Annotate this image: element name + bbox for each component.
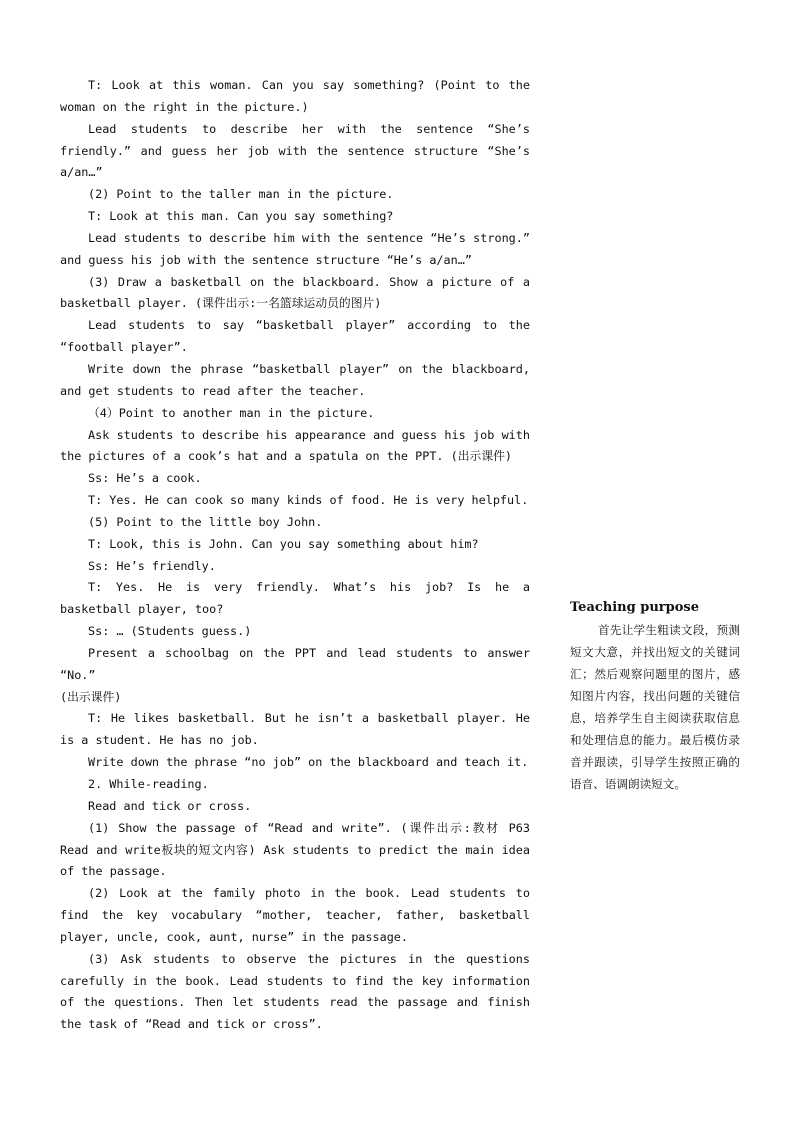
paragraph: Write down the phrase “basketball player” on the blackboard, and get students to read after the teacher. <box>60 361 530 398</box>
teaching-purpose-text: 首先让学生粗读文段，预测短文大意，并找出短文的关键词汇；然后观察问题里的图片，感知图片内容，找出问题的关键信息，培养学生自主阅读获取信息和处理信息的能力。最后模仿录音并跟读，引导学生按照正确的语音、语调朗读短文。 <box>570 623 740 791</box>
paragraph: Write down the phrase “no job” on the blackboard and teach it. <box>88 755 529 770</box>
paragraph: (出示课件) <box>60 689 122 704</box>
paragraph: T: Look at this man. Can you say something? <box>88 209 394 224</box>
paragraph: 2. While-reading. <box>88 777 209 791</box>
paragraph: Read and tick or cross. <box>88 798 252 813</box>
paragraph: Lead students to say “basketball player” according to the “football player”. <box>60 318 530 355</box>
paragraph: Lead students to describe him with the sentence “He’s strong.” and guess his job with the sentence structure “He’s a/an…” <box>60 230 530 267</box>
paragraph: Ss: He’s a cook. <box>88 471 202 486</box>
paragraph: Lead students to describe her with the sentence “She’s friendly.” and guess her job with the sentence structure “She’s a/an…” <box>60 121 530 180</box>
paragraph: (2) Point to the taller man in the picture. <box>88 187 394 202</box>
paragraph: T: Yes. He can cook so many kinds of food. He is very helpful. <box>88 493 529 508</box>
paragraph: Ss: He’s friendly. <box>88 558 216 573</box>
paragraph: (1) Show the passage of “Read and write”. (课件出示:教材 P63 Read and write板块的短文内容) Ask students to predict the main idea of the passage. <box>60 820 530 879</box>
paragraph: T: Look at this woman. Can you say something? (Point to the woman on the right in the picture.) <box>60 78 530 114</box>
lesson-procedure-column <box>60 75 530 1036</box>
paragraph: T: Yes. He is very friendly. What’s his job? Is he a basketball player, too? <box>60 580 530 617</box>
paragraph: (3) Draw a basketball on the blackboard. Show a picture of a basketball player. (课件出示:一名篮球运动员的图片) <box>60 274 530 311</box>
paragraph: Ss: … (Students guess.) <box>88 624 252 639</box>
paragraph: Ask students to describe his appearance and guess his job with the pictures of a cook’s hat and a spatula on the PPT. (出示课件) <box>60 427 530 464</box>
paragraph: (3) Ask students to observe the pictures in the questions carefully in the book. Lead students to find the key information of the questions. Then let students read the passage and finish the task of “Read and tick or cross”. <box>60 951 530 1032</box>
paragraph: (5) Point to the little boy John. <box>88 514 323 529</box>
paragraph: （4）Point to another man in the picture. <box>88 405 375 420</box>
paragraph: Present a schoolbag on the PPT and lead students to answer “No.” <box>60 645 530 682</box>
teaching-purpose-heading: Teaching purpose <box>570 600 699 615</box>
teaching-purpose-sidebar <box>570 597 740 795</box>
paragraph: (2) Look at the family photo in the book. Lead students to find the key vocabulary “mother, teacher, father, basketball player, uncle, cook, aunt, nurse” in the passage. <box>60 886 530 944</box>
paragraph: T: Look, this is John. Can you say something about him? <box>88 536 479 551</box>
paragraph: T: He likes basketball. But he isn’t a basketball player. He is a student. He has no job. <box>60 711 530 748</box>
